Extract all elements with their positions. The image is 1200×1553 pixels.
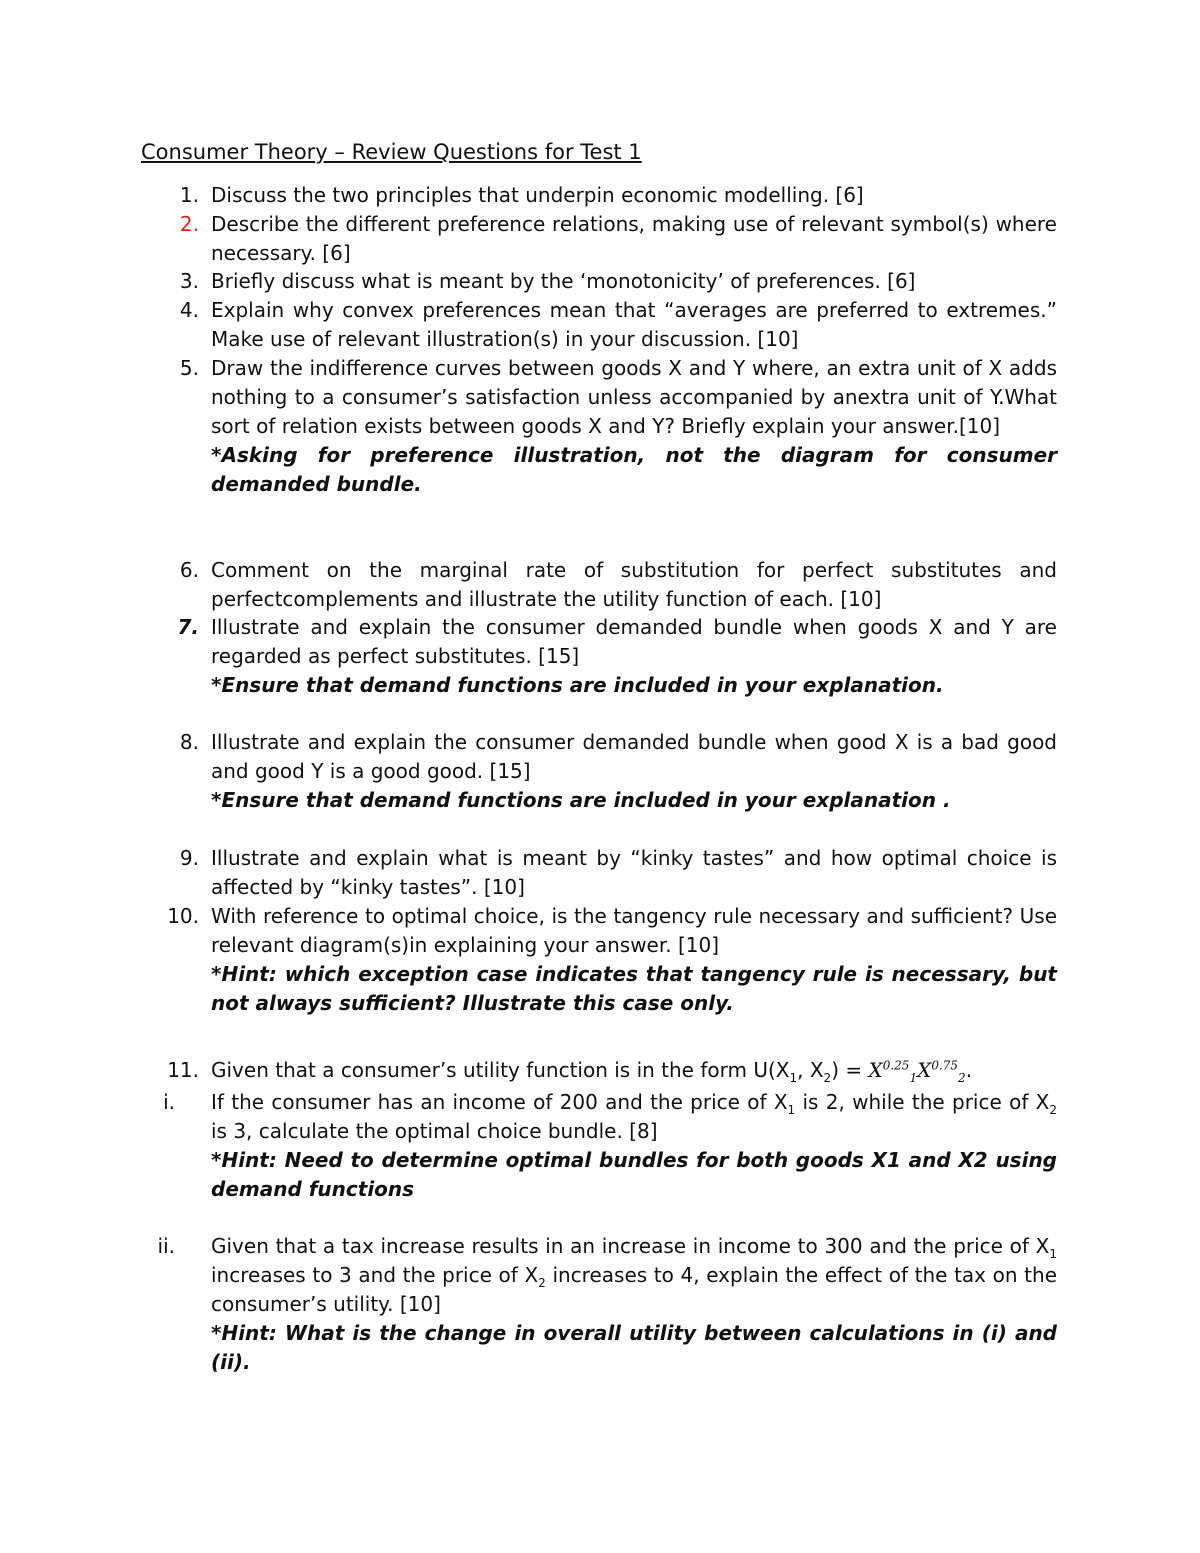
question-text: Illustrate and explain the consumer demanded bundle when good X is a bad good and good Y is a good good. [15] — [211, 730, 1057, 783]
question-text: Illustrate and explain the consumer demanded bundle when goods X and Y are regarded as perfect substitutes. [15] — [211, 615, 1057, 668]
question-number: 9. — [179, 846, 199, 870]
question-number: 7. — [177, 615, 199, 639]
question-text: Explain why convex preferences mean that “averages are preferred to extremes.” Make use of relevant illustration(s) in your discussion. [10] — [211, 298, 1057, 351]
question-body — [211, 354, 1057, 499]
question-body: Given that a tax increase results in an increase in income to 300 and the price of $X_1$ increases to 3 and the price of $X_2$ increases to 4, explain the effect of the tax on the consumer’s utility. [10] *Hint: What is the change in overall utility between calculations in (i) and (ii). — [211, 1232, 1057, 1377]
question-body — [211, 902, 1057, 1018]
question-text: With reference to optimal choice, is the tangency rule necessary and sufficient? Use relevant diagram(s)in explaining your answer. [10] — [211, 904, 1057, 957]
question-hint: *Asking for preference illustration, not the diagram for consumer demanded bundle. — [211, 443, 1057, 496]
question-text: Comment on the marginal rate of substitution for perfect substitutes and perfectcomplements and illustrate the utility function of each. [10] — [211, 558, 1057, 611]
utility-formula: $X^{0.25}_1X^{0.75}_2$ — [868, 1058, 966, 1085]
question-number: 6. — [179, 558, 199, 582]
question-number: 1. — [179, 183, 199, 207]
question-body: If the consumer has an income of 200 and the price of $X_1$ is 2, while the price of $X_2$ is 3, calculate the optimal choice bundle. [8] *Hint: Need to determine optimal bundles for both goods X1 and X2 using demand functions — [211, 1088, 1057, 1204]
page-title: Consumer Theory – Review Questions for Test 1 — [141, 140, 642, 164]
question-hint: *Ensure that demand functions are included in your explanation . — [211, 788, 951, 812]
question-text: Discuss the two principles that underpin economic modelling. [6] — [211, 183, 864, 207]
question-number: 5. — [179, 356, 199, 380]
question-number: 2. — [179, 212, 199, 236]
question-number: 3. — [179, 269, 199, 293]
question-text: Briefly discuss what is meant by the ‘monotonicity’ of preferences. [6] — [211, 269, 916, 293]
question-number: 11. — [167, 1058, 199, 1082]
question-hint: *Ensure that demand functions are included in your explanation. — [211, 673, 944, 697]
question-number: 4. — [179, 298, 199, 322]
question-number: 8. — [179, 730, 199, 754]
question-text: Illustrate and explain what is meant by “kinky tastes” and how optimal choice is affected by “kinky tastes”. [10] — [211, 846, 1057, 899]
question-hint: *Hint: What is the change in overall utility between calculations in (i) and (ii). — [211, 1321, 1057, 1374]
question-text: Describe the different preference relations, making use of relevant symbol(s) where necessary. [6] — [211, 212, 1057, 265]
question-text: Draw the indifference curves between goods X and Y where, an extra unit of X adds nothing to a consumer’s satisfaction unless accompanied by anextra unit of Y.What sort of relation exists between goods X and Y? Briefly explain your answer.[10] — [211, 356, 1057, 438]
question-hint: *Hint: which exception case indicates that tangency rule is necessary, but not always sufficient? Illustrate this case only. — [211, 962, 1057, 1015]
question-body — [211, 613, 1057, 700]
question-number: 10. — [167, 904, 199, 928]
question-hint: *Hint: Need to determine optimal bundles for both goods X1 and X2 using demand functions — [211, 1148, 1057, 1201]
question-text: Given that a consumer’s utility function is in the form $U(X_1$, $X_2) = X^{0.25}_1X^{0.75}_2$. — [211, 1058, 973, 1085]
subquestion-number: ii. — [157, 1234, 175, 1258]
question-body — [211, 728, 1057, 815]
subquestion-number: i. — [163, 1090, 175, 1114]
